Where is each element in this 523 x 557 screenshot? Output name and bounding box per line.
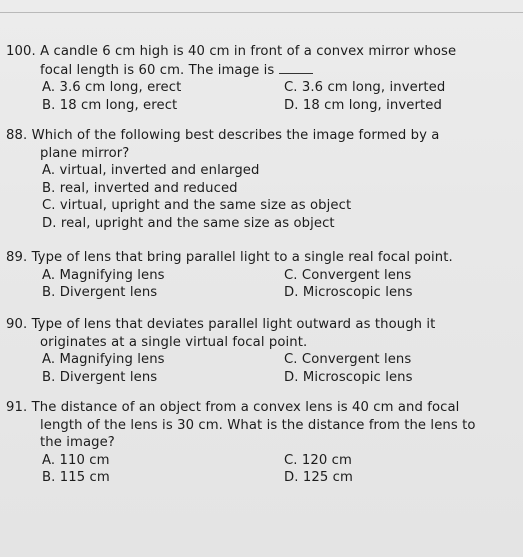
question-number: 90. [6, 317, 28, 332]
question-88-line-2 [6, 145, 518, 163]
options [42, 79, 518, 114]
option-d: D. 18 cm long, inverted [284, 97, 442, 113]
option-a: A. Magnifying lens [42, 352, 165, 367]
options [42, 267, 518, 302]
option-d: D. Microscopic lens [284, 369, 413, 385]
top-divider [0, 12, 523, 13]
question-text: A candle 6 cm high is 40 cm in front of a convex mirror whose [40, 44, 457, 59]
option-c: C. Convergent lens [284, 352, 412, 367]
question-text: the image? [40, 435, 115, 450]
option-b: B. 115 cm [42, 470, 110, 485]
options [42, 351, 518, 386]
question-88 [6, 127, 518, 232]
option-a: A. virtual, inverted and enlarged [42, 163, 260, 178]
question-number: 91. [6, 400, 28, 415]
question-89 [6, 249, 518, 302]
question-text: originates at a single virtual focal point. [40, 334, 308, 350]
option-a: A. 110 cm [42, 452, 110, 468]
question-text: plane mirror? [40, 145, 130, 161]
question-100-line-1 [6, 43, 518, 61]
option-c: C. 120 cm [284, 452, 352, 468]
question-text: Type of lens that bring parallel light to a single real focal point. [31, 250, 453, 265]
question-number: 88. [6, 128, 28, 143]
answer-blank [279, 61, 313, 74]
question-90-line-2 [6, 334, 518, 352]
question-91 [6, 399, 518, 487]
question-91-line-2 [6, 417, 518, 435]
question-90 [6, 316, 518, 386]
question-89-line-1 [6, 249, 518, 267]
question-100 [6, 43, 518, 114]
option-a: A. 3.6 cm long, erect [42, 80, 182, 95]
question-text: length of the lens is 30 cm. What is the distance from the lens to [40, 417, 476, 433]
question-91-line-3 [6, 434, 518, 452]
question-number: 100. [6, 44, 36, 59]
question-text: focal length is 60 cm. The image is [40, 62, 275, 78]
question-91-line-1 [6, 399, 518, 417]
option-d: D. real, upright and the same size as object [42, 215, 335, 231]
option-d: D. 125 cm [284, 470, 353, 485]
question-text: Type of lens that deviates parallel light outward as though it [31, 317, 436, 332]
option-a: A. Magnifying lens [42, 267, 165, 283]
option-b: B. Divergent lens [42, 369, 158, 385]
question-text: Which of the following best describes the image formed by a [31, 128, 440, 143]
option-c: C. virtual, upright and the same size as object [42, 198, 352, 213]
option-b: B. Divergent lens [42, 285, 158, 300]
options [42, 452, 518, 487]
question-100-line-2 [6, 61, 518, 80]
question-90-line-1 [6, 316, 518, 334]
question-88-line-1 [6, 127, 518, 145]
option-b: B. 18 cm long, erect [42, 97, 178, 113]
question-text: The distance of an object from a convex lens is 40 cm and focal [31, 400, 460, 415]
option-b: B. real, inverted and reduced [42, 180, 238, 196]
option-d: D. Microscopic lens [284, 285, 413, 300]
option-c: C. Convergent lens [284, 267, 412, 283]
option-c: C. 3.6 cm long, inverted [284, 80, 446, 95]
options [42, 162, 518, 232]
question-number: 89. [6, 250, 28, 265]
